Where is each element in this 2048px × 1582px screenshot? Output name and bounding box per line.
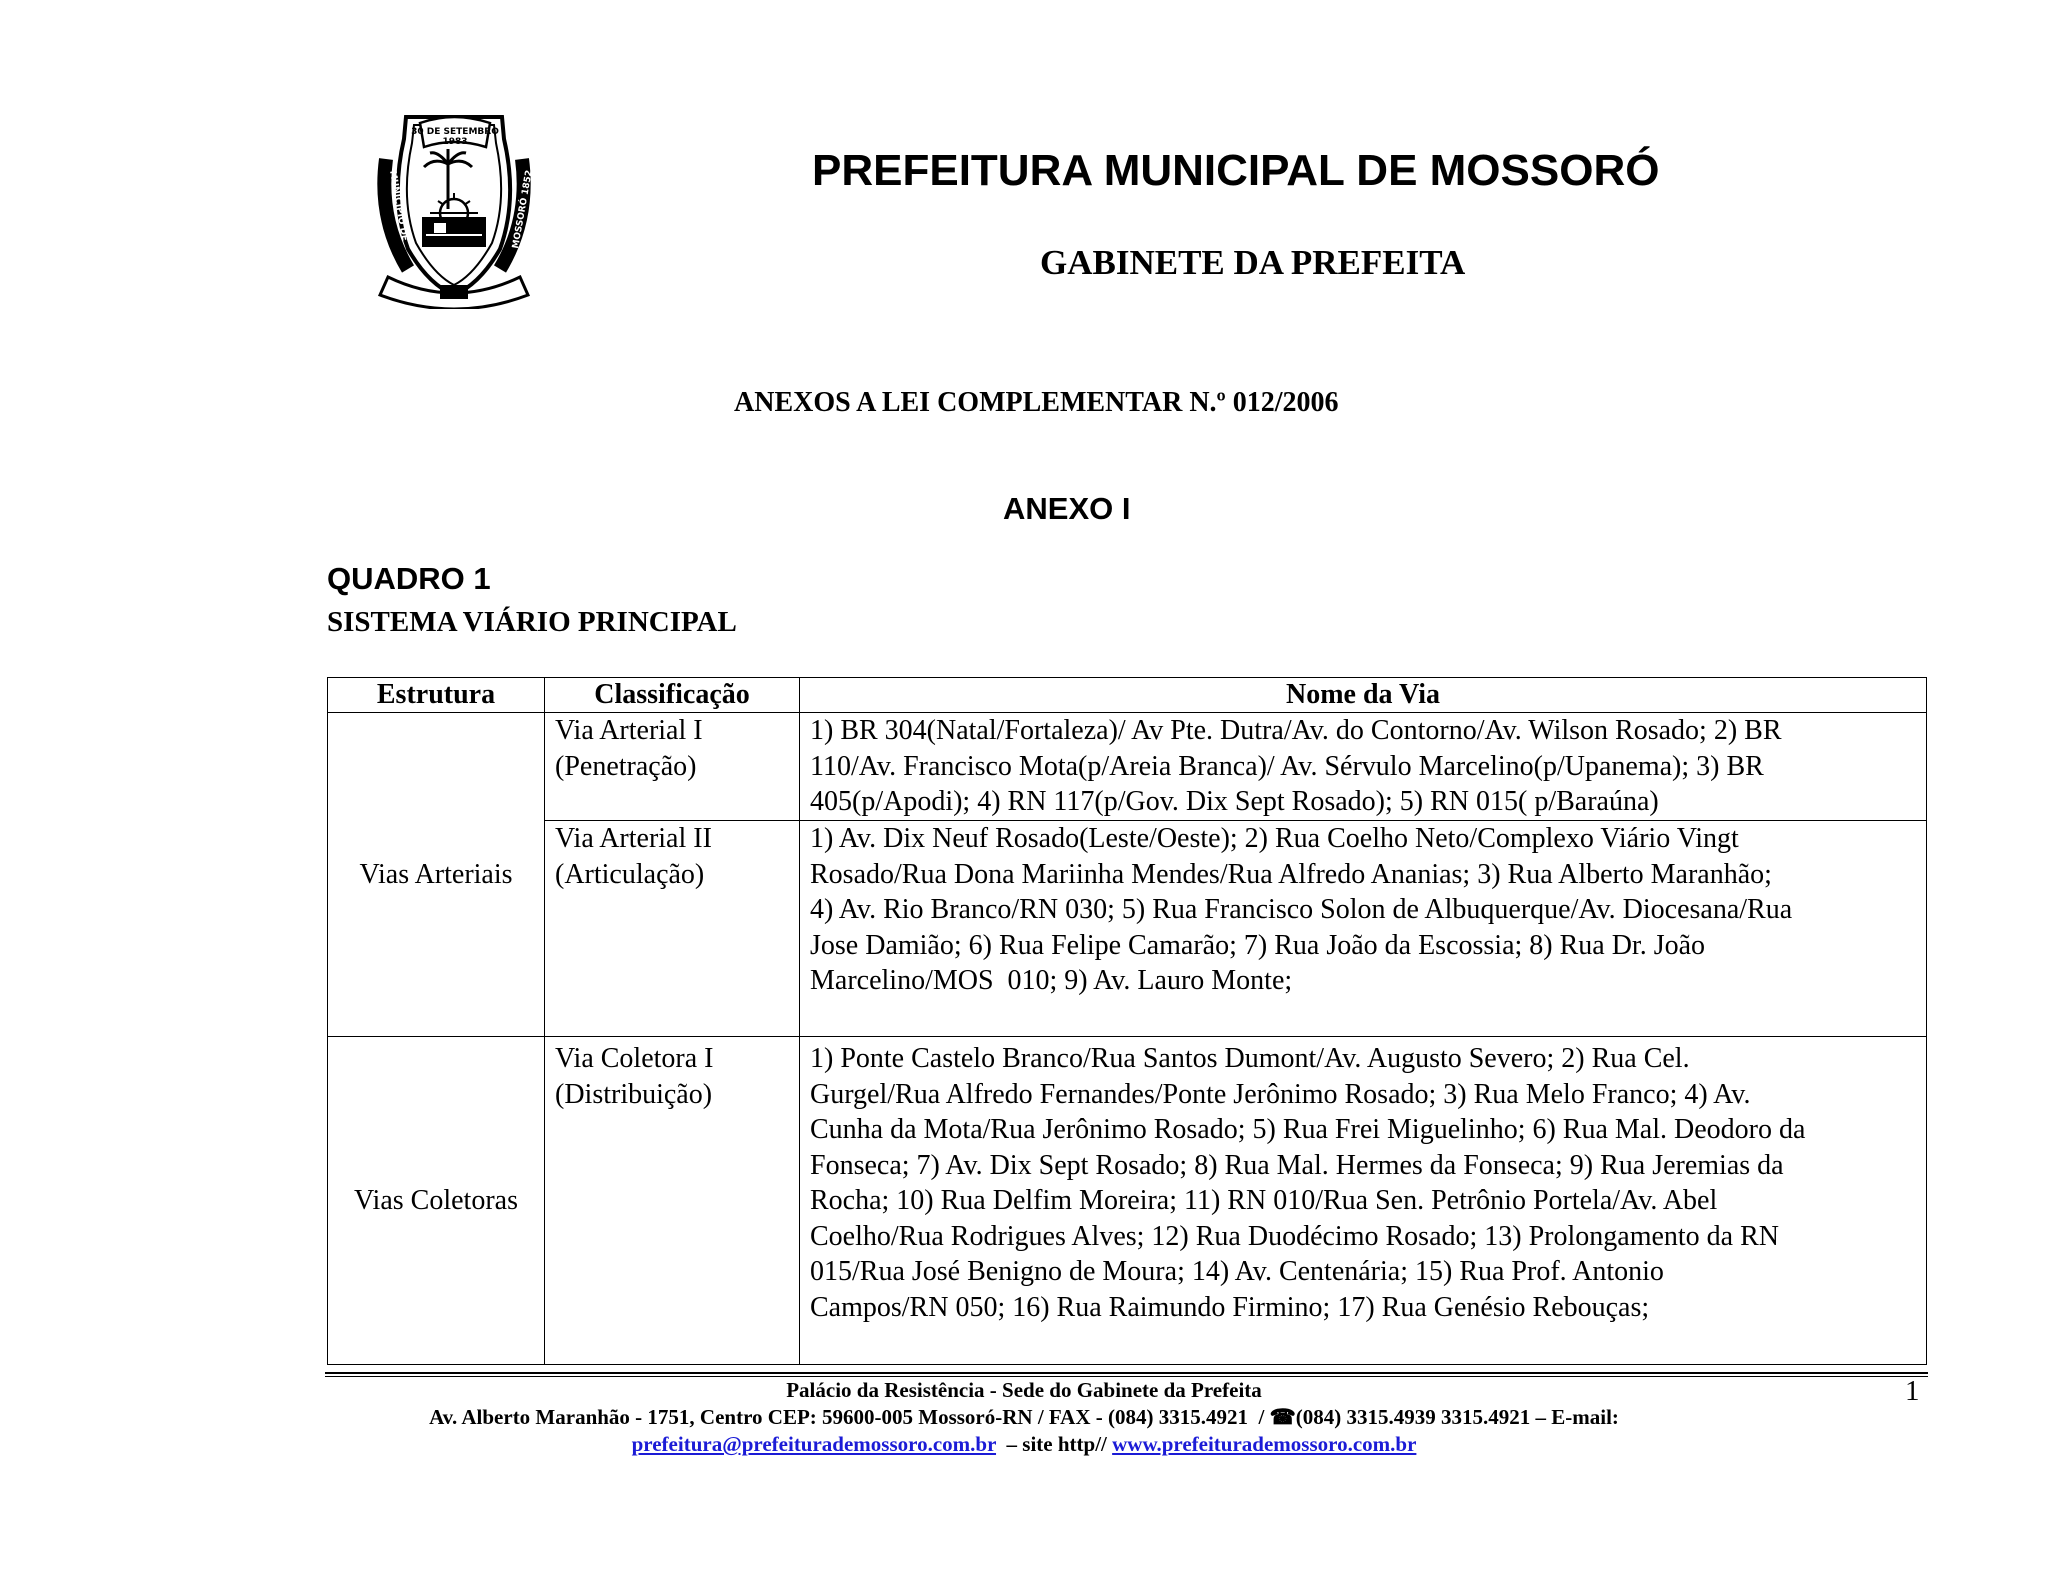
classification-line: Via Coletora I	[555, 1043, 714, 1074]
page-subtitle: GABINETE DA PREFEITA	[1040, 243, 1466, 282]
email-link[interactable]: prefeitura@prefeiturademossoro.com.br	[631, 1432, 997, 1456]
structure-cell-arteriais: Vias Arteriais	[328, 713, 545, 1037]
classification-line: (Penetração)	[555, 750, 697, 782]
annex-title: ANEXO I	[1003, 491, 1131, 526]
classification-cell	[545, 1037, 800, 1365]
road-names-cell	[800, 821, 1927, 1037]
road-names-line: 1) BR 304(Natal/Fortaleza)/ Av Pte. Dutra/Av. do Contorno/Av. Wilson Rosado; 2) BR	[810, 715, 1782, 746]
table-row	[328, 821, 1927, 1037]
table-caption: SISTEMA VIÁRIO PRINCIPAL	[327, 606, 737, 638]
road-names-line: 405(p/Apodi); 4) RN 117(p/Gov. Dix Sept Rosado); 5) RN 015( p/Baraúna)	[810, 786, 1659, 817]
classification-cell	[545, 821, 800, 1037]
table-header-row	[328, 678, 1927, 713]
classification-line: (Distribuição)	[555, 1078, 713, 1110]
classification-line: Via Arterial II	[555, 823, 712, 854]
column-header-nome-da-via: Nome da Via	[800, 678, 1927, 713]
footer-links-line	[0, 1432, 2048, 1457]
road-names-line: Cunha da Mota/Rua Jerônimo Rosado; 5) Rua Frei Miguelinho; 6) Rua Mal. Deodoro da	[810, 1114, 1806, 1145]
road-names-line: Marcelino/MOS 010; 9) Av. Lauro Monte;	[810, 965, 1293, 996]
road-names-line: 4) Av. Rio Branco/RN 030; 5) Rua Francisco Solon de Albuquerque/Av. Diocesana/Rua	[810, 894, 1793, 925]
table-row	[328, 1037, 1927, 1365]
road-names-cell	[800, 1037, 1927, 1365]
website-link[interactable]: www.prefeiturademossoro.com.br	[1112, 1432, 1417, 1456]
road-names-line: Jose Damião; 6) Rua Felipe Camarão; 7) Rua João da Escossia; 8) Rua Dr. João	[810, 929, 1706, 961]
footer-phones: (084) 3315.4939 3315.4921 – E-mail:	[1295, 1405, 1619, 1429]
road-system-table	[327, 677, 1927, 1365]
road-names-cell	[800, 713, 1927, 821]
table-row	[328, 713, 1927, 821]
road-names-line: Rocha; 10) Rua Delfim Moreira; 11) RN 010/Rua Sen. Petrônio Portela/Av. Abel	[810, 1185, 1718, 1216]
svg-text:MUNICÍPIO DE: MUNICÍPIO DE	[387, 169, 410, 242]
page-number: 1	[1905, 1375, 1920, 1407]
site-label: – site http//	[996, 1432, 1113, 1456]
road-names-line: 1) Ponte Castelo Branco/Rua Santos Dumont/Av. Augusto Severo; 2) Rua Cel.	[810, 1043, 1690, 1074]
footer-divider	[325, 1372, 1928, 1374]
road-names-line: Rosado/Rua Dona Mariinha Mendes/Rua Alfredo Ananias; 3) Rua Alberto Maranhão;	[810, 858, 1772, 890]
footer-address: Av. Alberto Maranhão - 1751, Centro CEP: 59600-005 Mossoró-RN / FAX - (084) 3315.4921 /	[429, 1405, 1270, 1429]
svg-text:30 DE SETEMBRO: 30 DE SETEMBRO	[411, 127, 499, 137]
classification-line: (Articulação)	[555, 858, 705, 890]
column-header-estrutura: Estrutura	[328, 678, 545, 713]
footer-divider	[325, 1376, 1928, 1377]
classification-line: Via Arterial I	[555, 715, 703, 746]
road-names-line: Campos/RN 050; 16) Rua Raimundo Firmino; 17) Rua Genésio Rebouças;	[810, 1291, 1650, 1323]
road-names-line: 110/Av. Francisco Mota(p/Areia Branca)/ Av. Sérvulo Marcelino(p/Upanema); 3) BR	[810, 750, 1764, 782]
footer-address-title: Palácio da Resistência - Sede do Gabinete da Prefeita	[786, 1378, 1262, 1402]
column-header-classificacao: Classificação	[545, 678, 800, 713]
road-names-line: Gurgel/Rua Alfredo Fernandes/Ponte Jerônimo Rosado; 3) Rua Melo Franco; 4) Av.	[810, 1078, 1751, 1110]
annex-law-heading: ANEXOS A LEI COMPLEMENTAR N.º 012/2006	[734, 387, 1339, 418]
road-names-line: 1) Av. Dix Neuf Rosado(Leste/Oeste); 2) Rua Coelho Neto/Complexo Viário Vingt	[810, 823, 1739, 854]
road-names-line: Fonseca; 7) Av. Dix Sept Rosado; 8) Rua Mal. Hermes da Fonseca; 9) Rua Jeremias da	[810, 1149, 1784, 1181]
structure-cell-coletoras: Vias Coletoras	[328, 1037, 545, 1365]
svg-text:MOSSORÓ 1852: MOSSORÓ 1852	[511, 169, 535, 250]
road-names-line: 015/Rua José Benigno de Moura; 14) Av. Centenária; 15) Rua Prof. Antonio	[810, 1256, 1664, 1287]
municipal-seal-logo	[368, 109, 540, 309]
road-names-line: Coelho/Rua Rodrigues Alves; 12) Rua Duodécimo Rosado; 13) Prolongamento da RN	[810, 1220, 1780, 1252]
telephone-icon: ☎	[1269, 1405, 1296, 1429]
table-label: QUADRO 1	[327, 561, 491, 596]
footer-contact-line	[0, 1405, 2048, 1430]
classification-cell	[545, 713, 800, 821]
page-title: PREFEITURA MUNICIPAL DE MOSSORÓ	[812, 146, 1660, 195]
svg-text:1983: 1983	[442, 137, 468, 147]
